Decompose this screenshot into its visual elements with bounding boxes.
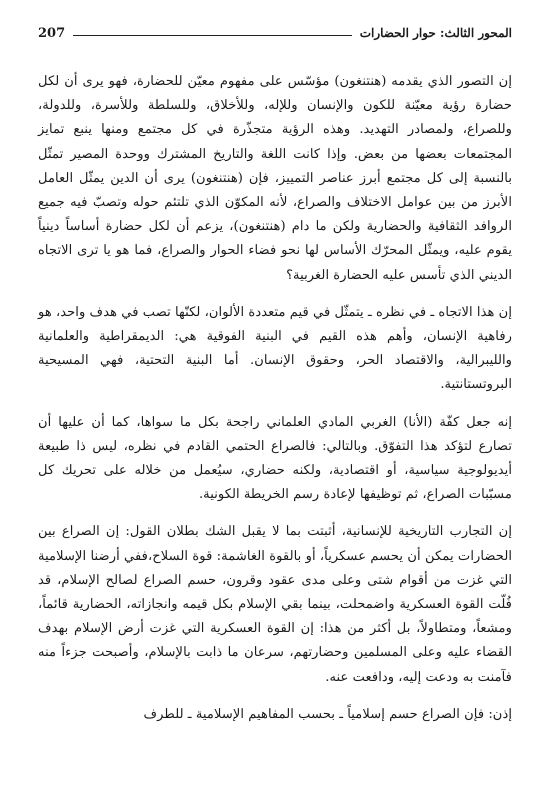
paragraph-1: إن التصور الذي يقدمه (هنتنغون) مؤسّس على مفهوم معيّن للحضارة، فهو يرى أن لكل حضارة رؤية معيّنة للكون والإنسان وللإله، وللأخلاق، وللسلطة وللأسرة، وللدولة، وللصراع، ولمصادر التهديد. وهذه الرؤية متجذّرة في كل مجتمع ومنها ينبع تمايز المجتمعات بعضها من بعض. وإذا كانت اللغة والتاريخ المشترك ووحدة المصير تمثّل بالنسبة إلى كل مجتمع أبرز عناصر التمييز، فإن (هنتنغون) يرى أن الدين يمثّل العامل الأبرز من بين عوامل الاختلاف والصراع، لأنه المكوّن الذي تلتئم حوله وتصبّ فيه جميع الروافد الثقافية والحضارية ولكن ما دام (هنتنغون)، يزعم أن لكل حضارة أساساً دينياً يقوم عليه، ويمثّل المحرّك الأساس لها نحو فضاء الحوار والصراع، فما هو يا ترى الاتجاه الديني الذي تأسس عليه الحضارة الغربية؟	[38, 74, 512, 283]
page-number: 207	[38, 25, 66, 41]
book-page	[38, 22, 512, 727]
header-rule	[73, 35, 352, 36]
running-header	[38, 22, 512, 44]
paragraph-3: إنه جعل كفّة (الأنا) الغربي المادي العلماني راجحة بكل ما سواها، كما أن عليها أن تصارع لتؤكد هذا التفوّق. وبالتالي: فالصراع الحتمي القادم في نظره، ليس ذا طبيعة أيديولوجية سياسية، أو اقتصادية، ولكنه حضاري، سيُعمل من خلاله على تحريك كل مسبّبات الصراع، ثم توظيفها لإعادة رسم الخريطة الكونية.	[38, 414, 512, 503]
chapter-title: المحور الثالث: حوار الحضارات	[359, 26, 512, 40]
paragraph-5: إذن: فإن الصراع حسم إسلامياً ـ بحسب المفاهيم الإسلامية ـ للطرف	[143, 706, 512, 722]
paragraph-4: إن التجارب التاريخية للإنسانية، أثبتت بما لا يقبل الشك بطلان القول: إن الصراع بين الحضارات يمكن أن يحسم عسكرياً، أو بالقوة الغاشمة: قوة السلاح،ففي أرضنا الإسلامية التي غزت من أقوام شتى وعلى مدى عقود وقرون، حسم الصراع لصالح الإسلام، قد فُلّت القوة العسكرية واضمحلت، بينما بقي الإسلام بكل قيمه وانجازاته، الحضارية قائماً، ومشعاً، ومتطاولاً، بل أكثر من هذا: إن القوة العسكرية التي غزت أرض الإسلام بهدف القضاء عليه وعلى المسلمين وحضارتهم، سرعان ما ذابت بالإسلام، وأصبحت جزءاً منه فآمنت به ودعت إليه، ودافعت عنه.	[38, 524, 512, 685]
paragraph-2: إن هذا الاتجاه ـ في نظره ـ يتمثّل في قيم متعددة الألوان، لكنّها تصب في هدف واحد، هو رفاهية الإنسان، وأهم هذه القيم في البنية الفوقية هي: الديمقراطية والعلمانية والليبرالية، والاقتصاد الحر، وحقوق الإنسان. أما البنية التحتية، فهي المسيحية البروتستانتية.	[38, 304, 512, 393]
body-text	[38, 70, 512, 727]
